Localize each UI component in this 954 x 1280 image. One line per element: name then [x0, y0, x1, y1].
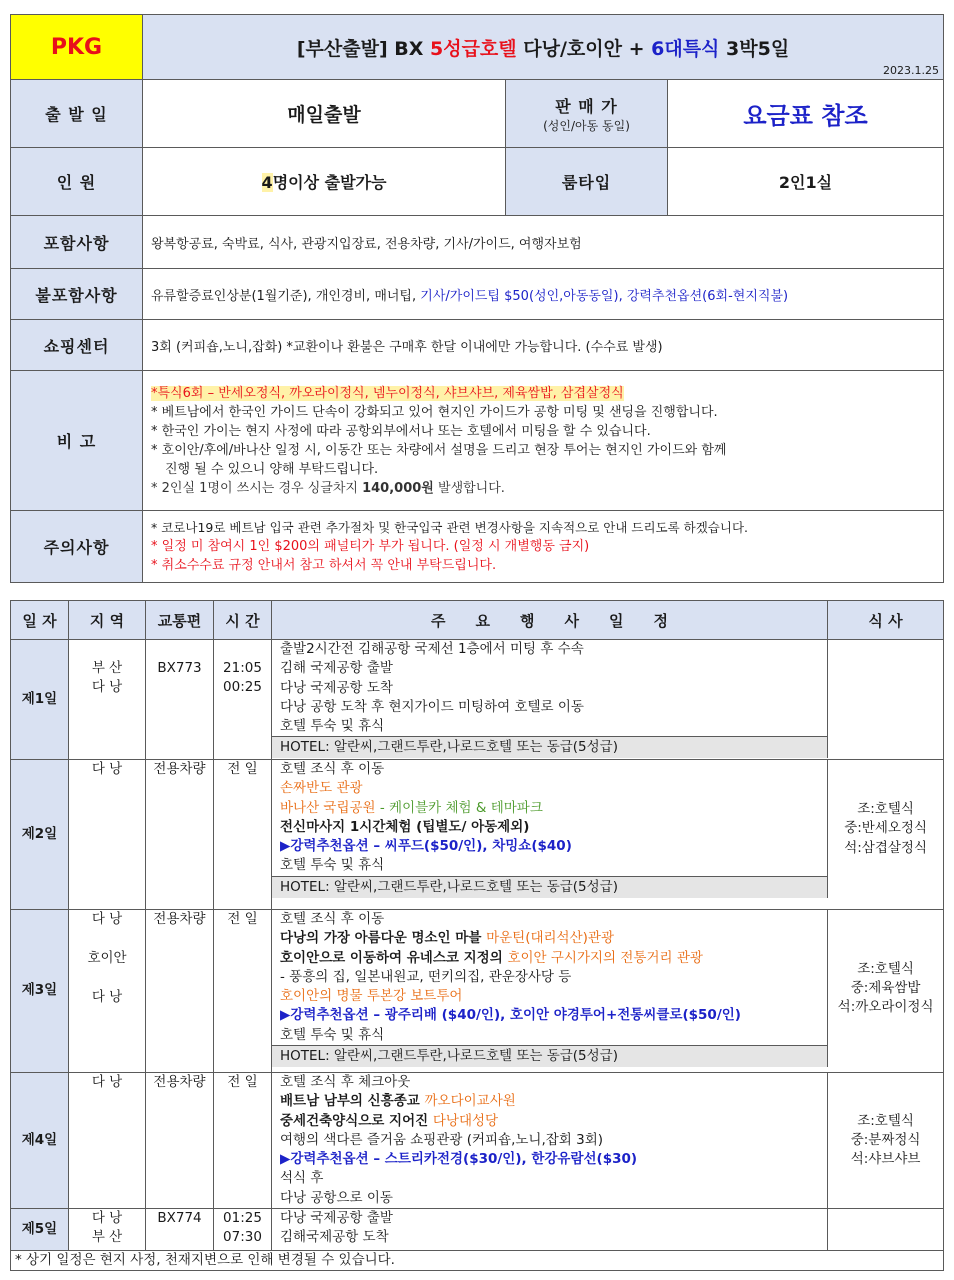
people-rest: 명이상 출발가능 [272, 173, 387, 192]
activity-part: 까오다이교사원 [424, 1093, 516, 1110]
activity: 여행의 색다른 즐거움 쇼핑관광 (커피숍,노니,잡회 3회) [280, 1131, 604, 1148]
activity: 손짜반도 관광 [280, 780, 363, 797]
price-sub: (성인/아동 동일) [543, 118, 630, 133]
table-row [11, 1073, 944, 1209]
page-title [143, 15, 944, 80]
people-num: 4 [261, 173, 273, 192]
remark-line [143, 479, 943, 498]
activity-part: 호이안으로 이동하여 유네스코 지정의 [280, 949, 508, 966]
meal-item: 석:샤브샤브 [850, 1151, 921, 1168]
activity: 호텔 투숙 및 휴식 [280, 1026, 385, 1043]
activity-option: ▶강력추천옵션 – 광주리배 ($40/인), 호이안 야경투어+전통씨클로($50/인) [280, 1007, 741, 1024]
meal-item: 중:반세오정식 [844, 820, 927, 837]
region-item: 다 낭 [91, 989, 123, 1006]
time-item: 07:30 [223, 1229, 262, 1246]
activity-part: 케이블카 체험 & 테마파크 [389, 799, 543, 816]
day-region [69, 760, 146, 910]
activity: 다낭 공항 도착 후 현지가이드 미팅하여 호텔로 이동 [280, 698, 584, 715]
departure-label: 출 발 일 [11, 80, 143, 148]
day-times [214, 760, 272, 910]
remark-special-meals: *특식6회 – 반세오정식, 까오라이정식, 넴누이정식, 샤브샤브, 제육쌈밥, 삼겹살정식 [151, 385, 624, 401]
activity [272, 949, 827, 968]
day-transport: 전용차량 [146, 1073, 214, 1209]
region-item: 다 낭 [91, 761, 123, 777]
meal-item: 조:호텔식 [857, 960, 914, 977]
shopping-label: 쇼핑센터 [11, 320, 143, 371]
activity: 호텔 조식 후 체크아웃 [280, 1074, 411, 1090]
room-value: 2인1실 [668, 148, 944, 216]
remark-line: 진행 될 수 있으니 양해 부탁드립니다. [165, 461, 379, 477]
caution-label: 주의사항 [11, 511, 143, 583]
exclude-value [143, 269, 944, 320]
room-label: 룸타입 [506, 148, 668, 216]
activity-part: 다낭의 가장 아름다운 명소인 마블 [280, 930, 487, 947]
day-label: 제5일 [11, 1209, 69, 1251]
caution-line: * 코로나19로 베트남 입국 관련 추가절차 및 한국입국 관련 변경사항을 지속적으로 안내 드리도록 하겠습니다. [151, 520, 749, 535]
shopping-value: 3회 (커피숍,노니,잡화) *교환이나 환불은 구매후 한달 이내에만 가능합니다. (수수료 발생) [143, 320, 944, 371]
caution-cell [143, 511, 944, 583]
caution-line: * 일정 미 참여시 1인 $200의 패널티가 부가 됩니다. (일정 시 개별행동 금지) [151, 539, 590, 554]
col-header-day: 일 자 [11, 601, 69, 640]
activity: 김해 국제공항 출발 [280, 660, 393, 677]
col-header-itinerary: 주 요 행 사 일 정 [272, 601, 828, 640]
meal-item: 중:제육쌈밥 [850, 979, 921, 996]
day-region [69, 640, 146, 760]
day-times [214, 640, 272, 760]
people-label: 인 원 [11, 148, 143, 216]
time-item: 00:25 [223, 679, 262, 696]
remark-single-a: * 2인실 1명이 쓰시는 경우 싱글차지 [151, 480, 363, 496]
table-row [11, 910, 944, 1073]
title-part5: 3박5일 [719, 37, 790, 60]
remark-single-b: 140,000원 [362, 480, 434, 496]
activity: 석식 후 [280, 1170, 324, 1187]
activity: 호텔 조식 후 이동 [280, 761, 385, 777]
activity: 다낭 국제공항 도착 [280, 679, 393, 696]
meal-item: 석:까오라이정식 [837, 999, 934, 1016]
meal-item: 중:분짜정식 [850, 1131, 921, 1148]
day-itinerary [272, 640, 944, 760]
exclude-blue: 기사/가이드팁 $50(성인,아동동일), 강력추천옵션(6회-현지직불) [420, 288, 789, 304]
time-item: 21:05 [223, 660, 262, 676]
meal-item: 조:호텔식 [857, 800, 914, 817]
remarks-label: 비 고 [11, 371, 143, 511]
col-header-time: 시 간 [214, 601, 272, 640]
meal-item: 조:호텔식 [857, 1112, 914, 1129]
col-header-meals: 식 사 [828, 601, 944, 640]
activity [272, 1112, 827, 1131]
day-region [69, 910, 146, 1073]
meal-item: 석:삼겹살정식 [844, 839, 927, 856]
day-label: 제2일 [11, 760, 69, 910]
activity-option: ▶강력추천옵션 – 씨푸드($50/인), 차밍쇼($40) [280, 838, 572, 855]
activity-part: 배트남 남부의 신흥종교 [280, 1093, 425, 1110]
region-item: 다 낭 [91, 1074, 123, 1090]
price-label-cell [506, 80, 668, 148]
departure-value: 매일출발 [143, 80, 506, 148]
day-transport: 전용차량 [146, 760, 214, 910]
day-transport: BX773 [146, 640, 214, 760]
day-transport: 전용차량 [146, 910, 214, 1073]
remark-line: * 베트남에서 한국인 가이드 단속이 강화되고 있어 현지인 가이드가 공항 미팅 및 샌딩을 진행합니다. [151, 404, 718, 420]
include-label: 포함사항 [11, 216, 143, 269]
include-value: 왕복항공료, 숙박료, 식사, 관광지입장료, 전용차량, 기사/가이드, 여행자보험 [143, 216, 944, 269]
activity: 다낭 공항으로 이동 [280, 1189, 393, 1206]
activity: 김해국제공항 도착 [280, 1229, 389, 1246]
activity-part: - [375, 799, 390, 816]
remark-line: * 한국인 가이는 현지 사정에 따라 공항외부에서나 또는 호텔에서 미팅을 할 수 있습니다. [151, 423, 651, 439]
activity-option: ▶강력추천옵션 – 스트리카전경($30/인), 한강유람선($30) [280, 1151, 638, 1168]
activity: 다낭 국제공항 출발 [280, 1210, 393, 1227]
remark-single-c: 발생합니다. [433, 480, 505, 496]
title-part4: 6대특식 [651, 37, 720, 60]
day-times [214, 1073, 272, 1209]
remark-line: * 호이안/후에/바나산 일정 시, 이동간 또는 차량에서 설명을 드리고 현장 투어는 현지인 가이드와 함께 [151, 442, 727, 458]
day-label: 제3일 [11, 910, 69, 1073]
title-part3: 다낭/호이안 + [516, 37, 652, 60]
region-item: 다 낭 [91, 1210, 123, 1227]
col-header-transport: 교통편 [146, 601, 214, 640]
region-item: 다 낭 [91, 911, 123, 927]
table-row [11, 640, 944, 760]
table-row [11, 1209, 944, 1251]
activity-part: 다낭대성당 [432, 1112, 499, 1129]
table-row [11, 760, 944, 910]
people-value [143, 148, 506, 216]
price-value: 요금표 참조 [668, 80, 944, 148]
activity-part: 중세건축양식으로 지어진 [280, 1112, 433, 1129]
day-region [69, 1209, 146, 1251]
time-item: 전 일 [227, 911, 258, 927]
caution-line: * 취소수수료 규정 안내서 참고 하셔서 꼭 안내 부탁드립니다. [151, 558, 497, 573]
time-item: 전 일 [227, 761, 258, 777]
exclude-black: 유류할증료인상분(1월기준), 개인경비, 매너팁, [151, 288, 421, 304]
doc-date: 2023.1.25 [883, 64, 940, 77]
exclude-label: 불포함사항 [11, 269, 143, 320]
activity: 호텔 조식 후 이동 [280, 911, 385, 927]
time-item: 01:25 [223, 1210, 262, 1227]
activity-part: 호이안 구시가지의 전통거리 관광 [507, 949, 703, 966]
day-label: 제4일 [11, 1073, 69, 1209]
day-transport: BX774 [146, 1209, 214, 1251]
price-label: 판 매 가 [555, 96, 618, 116]
activity: 호텔 투숙 및 휴식 [280, 718, 385, 735]
activity-part: 바나산 국립공원 [280, 799, 376, 816]
activity [272, 1092, 827, 1111]
title-part1: [부산출발] BX [296, 37, 430, 60]
day-times [214, 910, 272, 1073]
pkg-tag: PKG [11, 15, 143, 80]
day-itinerary [272, 1209, 828, 1251]
day-itinerary [272, 760, 944, 910]
schedule-table [10, 600, 944, 1271]
time-item: 전 일 [227, 1074, 258, 1090]
day-region [69, 1073, 146, 1209]
region-item: 부 산 [91, 1229, 123, 1246]
remarks-cell [143, 371, 944, 511]
hotel-line: HOTEL: 알란씨,그랜드투란,나로드호텔 또는 동급(5성급) [272, 736, 827, 758]
day-meals [828, 1209, 944, 1251]
activity [272, 799, 827, 818]
hotel-line: HOTEL: 알란씨,그랜드투란,나로드호텔 또는 동급(5성급) [272, 1045, 827, 1067]
region-item: 다 낭 [91, 679, 123, 696]
title-part2: 5성급호텔 [430, 37, 517, 60]
hotel-line: HOTEL: 알란씨,그랜드투란,나로드호텔 또는 동급(5성급) [272, 876, 827, 898]
remark-line [143, 384, 943, 403]
activity: - 풍흥의 집, 일본내원교, 떤키의집, 관운장사당 등 [280, 968, 572, 985]
day-itinerary [272, 910, 944, 1073]
day-times [214, 1209, 272, 1251]
activity: 호이안의 명물 투본강 보트투어 [280, 988, 463, 1005]
day-itinerary [272, 1073, 944, 1209]
activity [272, 929, 827, 948]
region-item: 부 산 [91, 660, 123, 676]
day-label: 제1일 [11, 640, 69, 760]
activity: 출발2시간전 김해공항 국제선 1층에서 미팅 후 수속 [280, 641, 584, 657]
region-item: 호이안 [87, 949, 127, 966]
activity-part: 마운틴(대리석산)관광 [486, 930, 614, 947]
activity: 호텔 투숙 및 휴식 [280, 857, 385, 874]
schedule-footnote: * 상기 일정은 현지 사정, 천재지변으로 인해 변경될 수 있습니다. [11, 1251, 944, 1271]
col-header-region: 지 역 [69, 601, 146, 640]
activity: 전신마사지 1시간체험 (팁별도/ 아동제외) [280, 818, 530, 835]
info-table [10, 14, 944, 583]
